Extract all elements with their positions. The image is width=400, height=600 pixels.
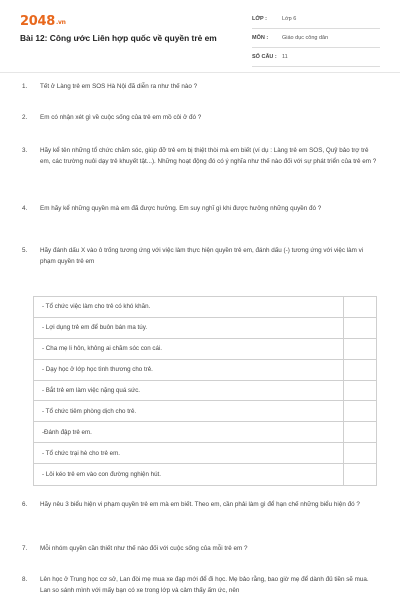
question-text: Mỗi nhóm quyền cần thiết như thế nào đối với cuộc sống của mỗi trẻ em ? xyxy=(40,545,248,552)
answer-cell[interactable] xyxy=(344,443,376,463)
answer-cell[interactable] xyxy=(344,464,376,485)
table-cell-text: - Tổ chức tiêm phòng dịch cho trẻ. xyxy=(34,401,344,421)
meta-label: LỚP : xyxy=(252,16,267,22)
question-number: 3. xyxy=(22,147,28,154)
answer-cell[interactable] xyxy=(344,318,376,338)
document-header xyxy=(0,0,400,72)
question-number: 6. xyxy=(22,501,28,508)
answer-cell[interactable] xyxy=(344,401,376,421)
question-text: Hãy kể tên những tổ chức chăm sóc, giúp đỡ trẻ em bị thiệt thòi mà em biết (ví dụ : Làng trẻ em SOS, Quỹ bảo trợ trẻ em, các trường nuôi dạy trẻ khuyết tật...). Những hoạt động đó có ý nghĩa như thế nào đối với sự phát triển của trẻ em ? xyxy=(40,147,377,165)
meta-row-subject xyxy=(252,29,380,48)
question-7 xyxy=(22,544,380,555)
table-cell-text: - Lợi dụng trẻ em để buôn bán ma túy. xyxy=(34,318,344,338)
question-number: 1. xyxy=(22,83,28,90)
table-row xyxy=(34,339,376,360)
question-text: Tết ở Làng trẻ em SOS Hà Nội đã diễn ra như thế nào ? xyxy=(40,83,198,90)
table-cell-text: - Cha mẹ li hôn, không ai chăm sóc con cái. xyxy=(34,339,344,359)
question-1 xyxy=(22,82,380,93)
table-row xyxy=(34,464,376,485)
question-number: 2. xyxy=(22,114,28,121)
table-row xyxy=(34,401,376,422)
answer-cell[interactable] xyxy=(344,422,376,442)
question-4 xyxy=(22,204,380,215)
logo-suffix: .vn xyxy=(55,19,66,26)
question-number: 5. xyxy=(22,247,28,254)
question-text: Lên học ở Trung học cơ sở, Lan đòi mẹ mua xe đạp mới để đi học. Mẹ bảo rằng, bao giờ mẹ để dành đủ tiền sẽ mua. Lan so sánh mình với mấy bạn có xe trong lớp và cảm thấy ấm ức, nên xyxy=(40,576,369,594)
question-number: 8. xyxy=(22,576,28,583)
meta-value: Lớp 6 xyxy=(282,16,297,22)
table-row xyxy=(34,381,376,402)
table-row xyxy=(34,318,376,339)
table-cell-text: - Bắt trẻ em làm việc nặng quá sức. xyxy=(34,381,344,401)
meta-label: SỐ CÂU : xyxy=(252,54,277,60)
table-cell-text: - Tổ chức việc làm cho trẻ có khó khăn. xyxy=(34,297,344,317)
meta-row-class xyxy=(252,10,380,29)
question-3 xyxy=(22,146,380,167)
meta-info xyxy=(252,10,380,67)
question-text: Em có nhận xét gì về cuộc sống của trẻ em mồ côi ở đó ? xyxy=(40,114,202,121)
answer-cell[interactable] xyxy=(344,381,376,401)
answer-cell[interactable] xyxy=(344,339,376,359)
question-text: Hãy nêu 3 biểu hiện vi phạm quyền trẻ em mà em biết. Theo em, cần phải làm gì để hạn chế những biểu hiện đó ? xyxy=(40,501,360,508)
meta-row-count xyxy=(252,48,380,67)
table-row xyxy=(34,360,376,381)
answer-cell[interactable] xyxy=(344,360,376,380)
question-5 xyxy=(22,246,380,267)
question-6 xyxy=(22,500,380,511)
logo-text: 2048 xyxy=(20,14,55,29)
table-cell-text: - Dạy học ở lớp học tình thương cho trẻ. xyxy=(34,360,344,380)
meta-label: MÔN : xyxy=(252,35,269,41)
table-row xyxy=(34,422,376,443)
document-title: Bài 12: Công ước Liên hợp quốc về quyền trẻ em xyxy=(20,33,217,43)
table-cell-text: - Lôi kéo trẻ em vào con đường nghiện hút. xyxy=(34,464,344,485)
table-cell-text: - Tổ chức trại hè cho trẻ em. xyxy=(34,443,344,463)
meta-value: 11 xyxy=(282,54,288,60)
question-number: 7. xyxy=(22,545,28,552)
question-2 xyxy=(22,113,380,124)
meta-value: Giáo dục công dân xyxy=(282,35,329,41)
table-row xyxy=(34,297,376,318)
header-divider xyxy=(0,72,400,73)
question-text: Em hãy kể những quyền mà em đã được hưởng. Em suy nghĩ gì khi được hưởng những quyền đó ? xyxy=(40,205,322,212)
rights-checklist-table xyxy=(33,296,377,486)
question-8 xyxy=(22,575,380,596)
answer-cell[interactable] xyxy=(344,297,376,317)
question-text: Hãy đánh dấu X vào ô trống tương ứng với việc làm thực hiện quyền trẻ em, đánh dấu (-) tương ứng với việc làm vi phạm quyền trẻ em xyxy=(40,247,364,265)
table-row xyxy=(34,443,376,464)
table-cell-text: -Đánh đập trẻ em. xyxy=(34,422,344,442)
site-logo[interactable] xyxy=(20,14,66,29)
question-number: 4. xyxy=(22,205,28,212)
